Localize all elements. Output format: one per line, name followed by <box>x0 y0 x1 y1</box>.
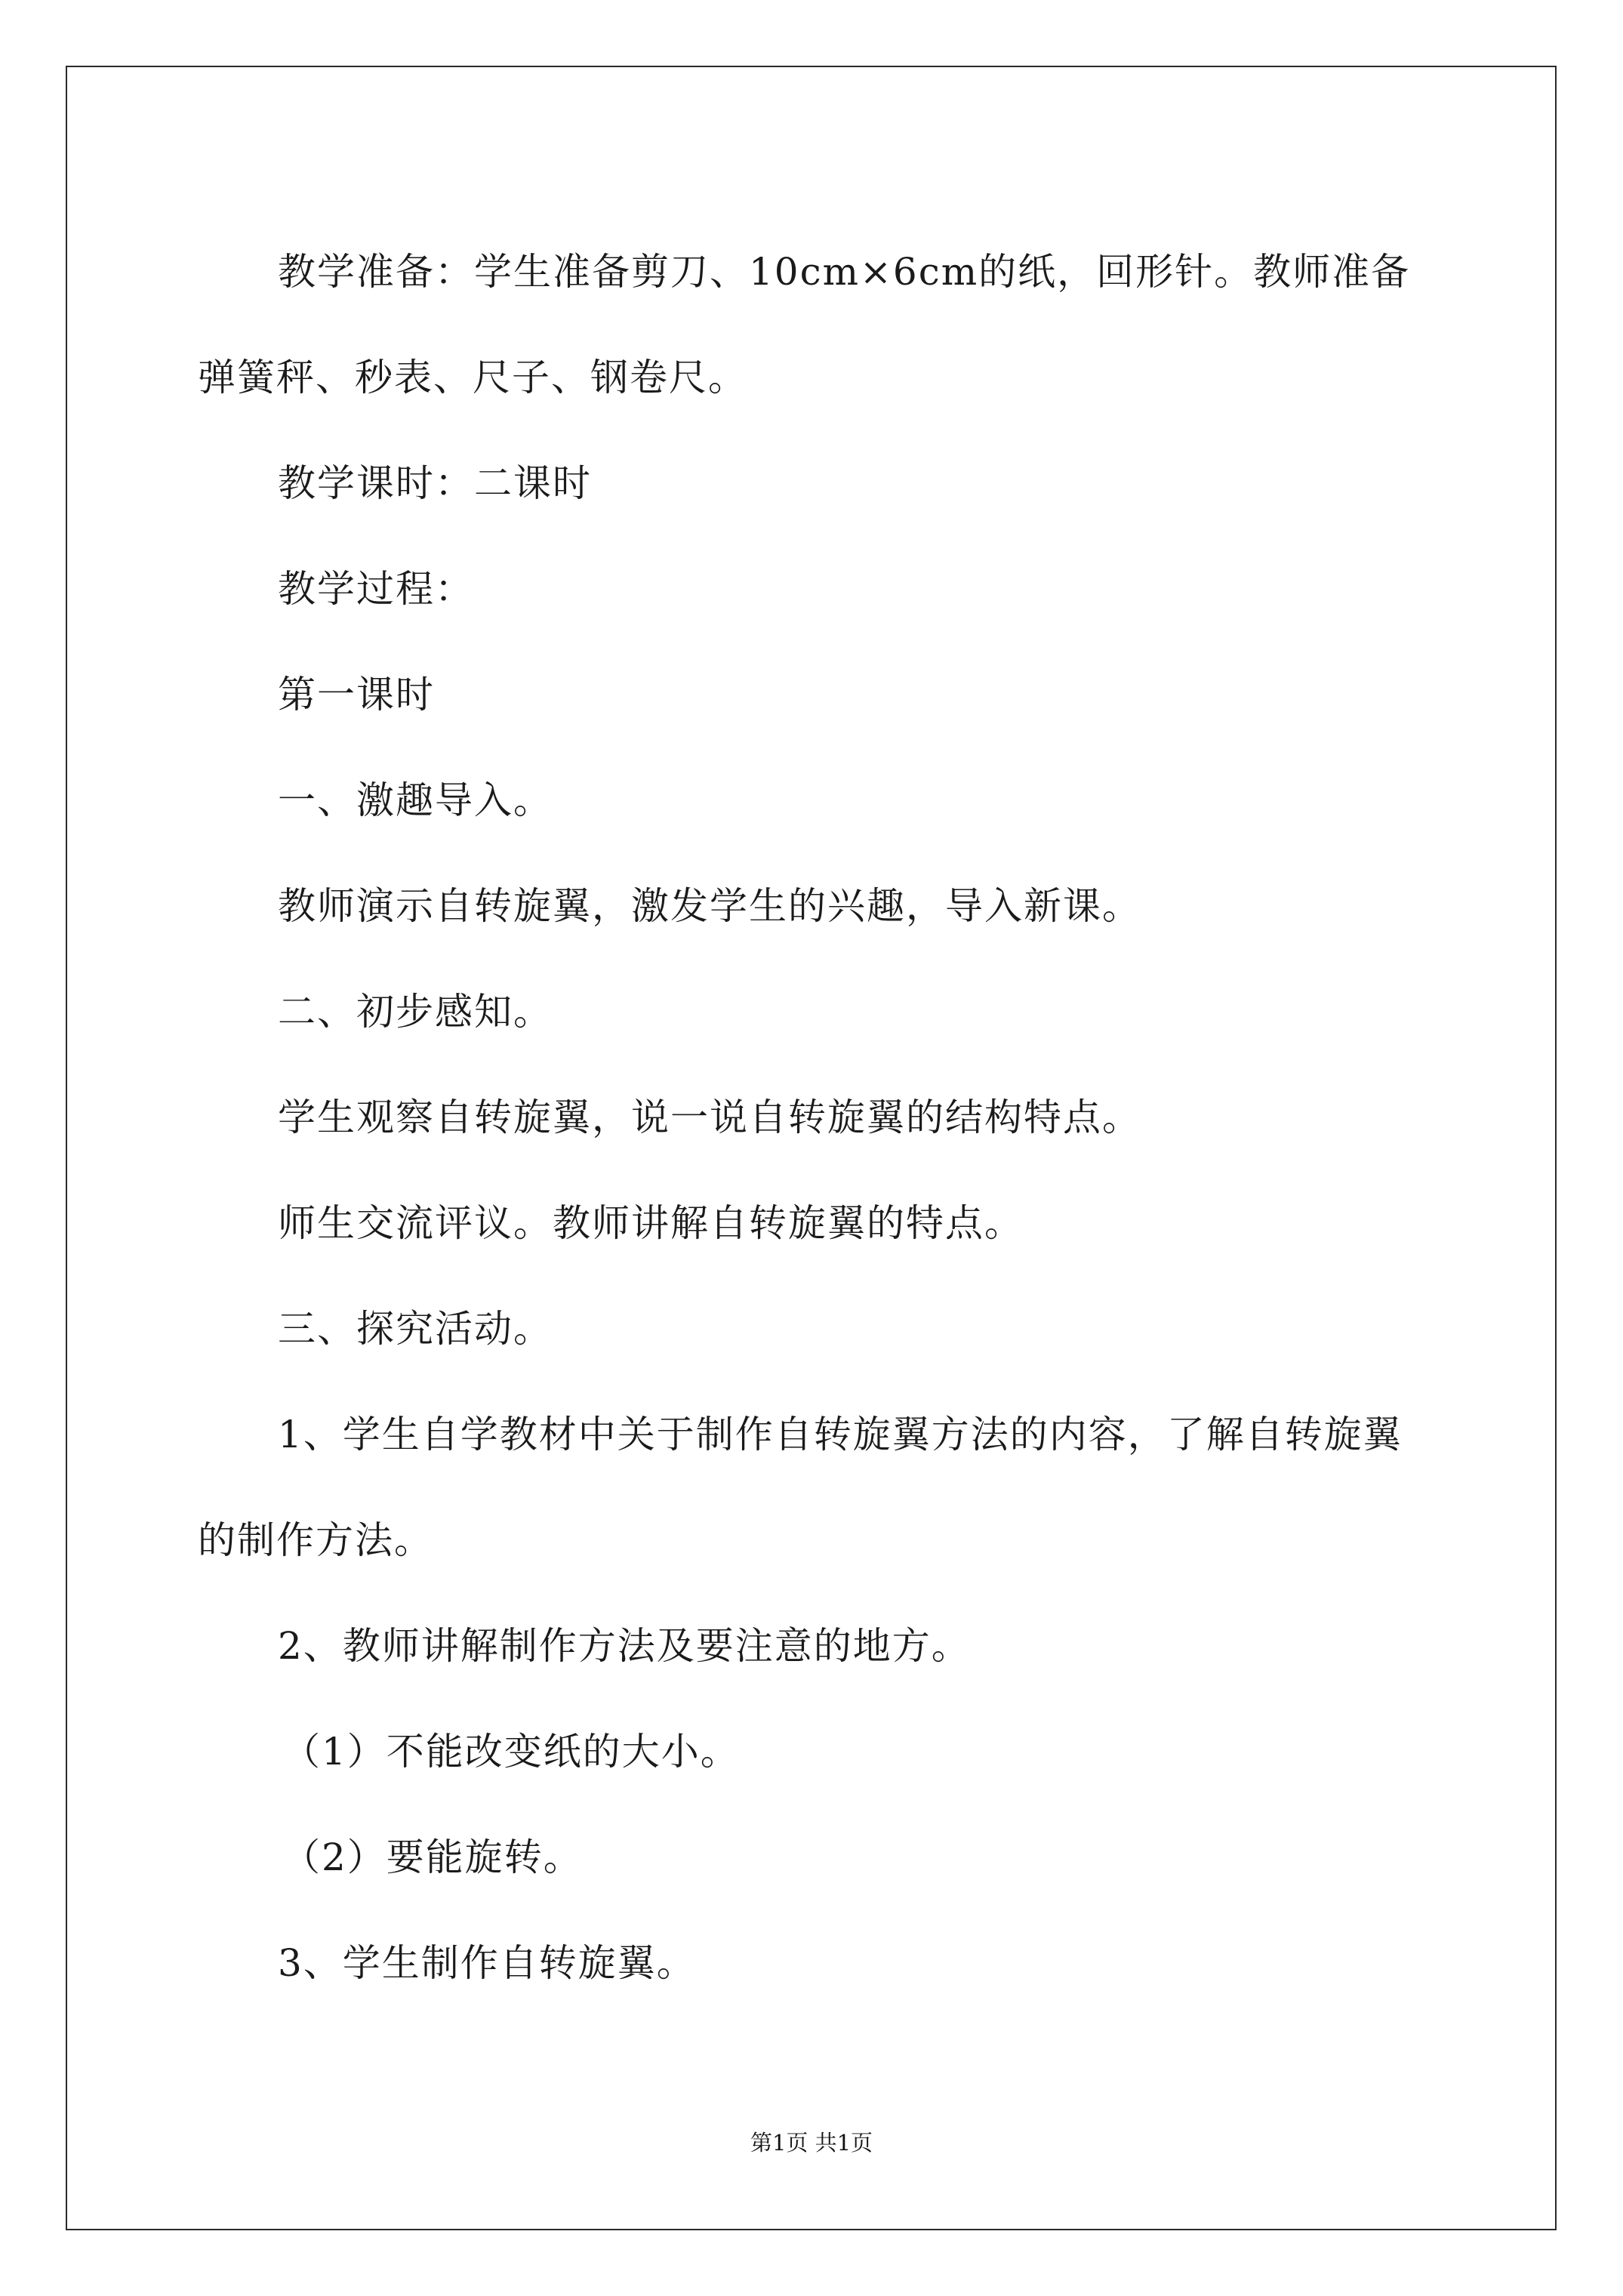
page-number-footer: 第1页 共1页 <box>750 2130 873 2156</box>
paragraph-process-heading: 教学过程： <box>278 567 474 611</box>
paragraph-discussion: 师生交流评议。教师讲解自转旋翼的特点。 <box>278 1201 1024 1245</box>
section-heading-perception: 二、初步感知。 <box>278 990 553 1034</box>
paragraph-first-lesson: 第一课时 <box>278 673 435 717</box>
document-body <box>198 219 1436 2016</box>
section-heading-intro: 一、激趣导入。 <box>278 778 553 822</box>
paragraph-teacher-explain: 2、教师讲解制作方法及要注意的地方。 <box>278 1624 971 1668</box>
paragraph-self-study: 1、学生自学教材中关于制作自转旋翼方法的内容，了解自转旋翼的制作方法。 <box>198 1413 1403 1562</box>
section-heading-activity: 三、探究活动。 <box>278 1307 553 1351</box>
paragraph-make-rotor: 3、学生制作自转旋翼。 <box>278 1941 696 1985</box>
list-item-rotate: （2）要能旋转。 <box>282 1835 583 1879</box>
paragraph-observe: 学生观察自转旋翼，说一说自转旋翼的结构特点。 <box>278 1096 1141 1139</box>
paragraph-class-hours: 教学课时：二课时 <box>278 461 592 505</box>
paragraph-intro-detail: 教师演示自转旋翼，激发学生的兴趣，导入新课。 <box>278 884 1141 928</box>
paragraph-preparation: 教学准备：学生准备剪刀、10cm×6cm的纸，回形针。教师准备弹簧秤、秒表、尺子、钢卷尺。 <box>198 250 1411 399</box>
list-item-paper-size: （1）不能改变纸的大小。 <box>282 1730 740 1774</box>
